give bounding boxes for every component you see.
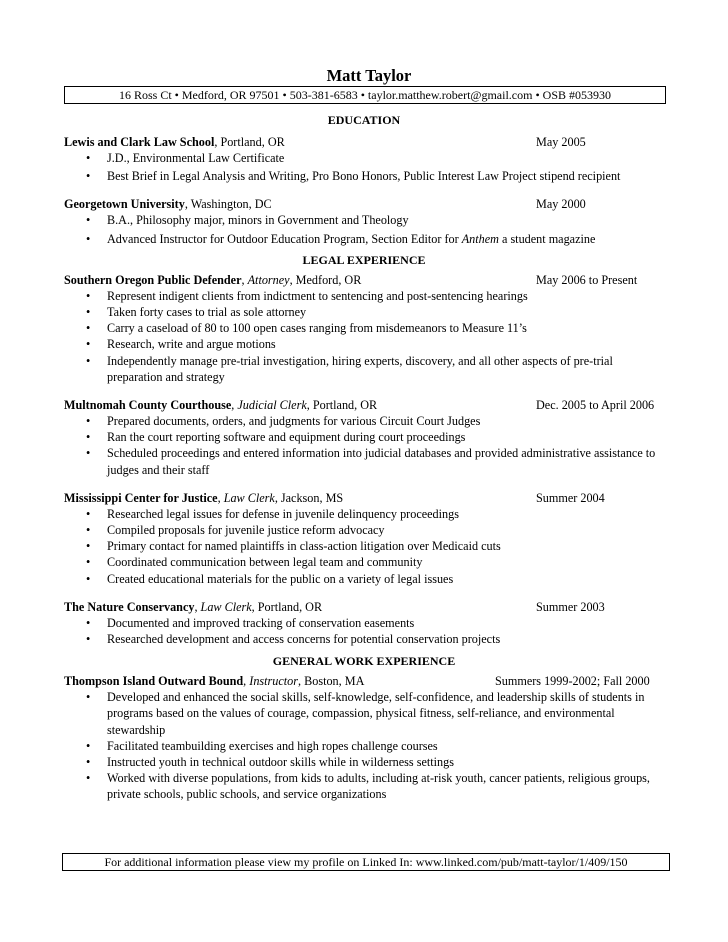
- job-role: Law Clerk: [200, 599, 252, 614]
- bullet-icon: •: [86, 213, 91, 228]
- job-role: Instructor: [249, 674, 299, 689]
- job-role: Law Clerk: [223, 490, 275, 505]
- bullet-list: [64, 689, 664, 802]
- bullet-icon: •: [86, 539, 91, 554]
- org-name: Southern Oregon Public Defender: [64, 272, 242, 287]
- entry-header: Thompson Island Outward Bound, Instructor, Boston, MA Summers 1999-2002; Fall 2000: [64, 674, 650, 689]
- list-item: • Taken forty cases to trial as sole attorney: [86, 305, 307, 320]
- list-item: • Research, write and argue motions: [86, 337, 276, 352]
- contact-box: 16 Ross Ct • Medford, OR 97501 • 503-381-6583 • taylor.matthew.robert@gmail.com • OSB #053930: [64, 86, 666, 104]
- list-item: • Researched legal issues for defense in juvenile delinquency proceedings: [86, 506, 459, 521]
- list-item: • Ran the court reporting software and equipment during court proceedings: [86, 430, 466, 445]
- org-location: , Boston, MA: [298, 674, 365, 689]
- job-role: Judicial Clerk: [237, 398, 307, 413]
- entry-header: Mississippi Center for Justice, Law Clerk, Jackson, MS Summer 2004: [64, 490, 605, 505]
- entry-header: The Nature Conservancy, Law Clerk, Portland, OR Summer 2003: [64, 599, 605, 614]
- section-title-general: GENERAL WORK EXPERIENCE: [272, 654, 456, 669]
- org-location: , Washington, DC: [184, 197, 272, 212]
- list-item: • Compiled proposals for juvenile justice reform advocacy: [86, 523, 385, 538]
- entry-header: Multnomah County Courthouse, Judicial Clerk, Portland, OR Dec. 2005 to April 2006: [64, 398, 655, 413]
- bullet-icon: •: [86, 632, 91, 647]
- bullet-icon: •: [86, 771, 91, 786]
- bullet-list: [64, 615, 664, 647]
- entry-header: [64, 196, 664, 212]
- org-name: Multnomah County Courthouse: [64, 398, 232, 413]
- entry-date: Summers 1999-2002; Fall 2000: [495, 674, 650, 689]
- bullet-icon: •: [86, 414, 91, 429]
- org-name: The Nature Conservancy: [64, 599, 195, 614]
- bullet-icon: •: [86, 430, 91, 445]
- bullet-icon: •: [86, 337, 91, 352]
- entry-date: Summer 2003: [536, 599, 605, 614]
- list-item: • Worked with diverse populations, from kids to adults, including at-risk youth, cancer patients, religious groups, private schools, public schools, and service organizations: [86, 771, 650, 802]
- entry-date: May 2000: [536, 197, 586, 212]
- bullet-icon: •: [86, 615, 91, 630]
- entry-date: Summer 2004: [536, 490, 605, 505]
- list-item: • Documented and improved tracking of conservation easements: [86, 615, 415, 630]
- list-item: • Represent indigent clients from indictment to sentencing and post-sentencing hearings: [86, 288, 528, 303]
- org-location: , Portland, OR: [251, 599, 323, 614]
- entry-header: [64, 134, 664, 150]
- org-location: , Portland, OR: [214, 135, 285, 149]
- list-item: • Researched development and access concerns for potential conservation projects: [86, 632, 501, 647]
- list-item: • Advanced Instructor for Outdoor Education Program, Section Editor for Anthem a student magazine: [86, 231, 596, 246]
- resume-page: [64, 66, 664, 803]
- bullet-icon: •: [86, 506, 91, 521]
- bullet-icon: •: [86, 321, 91, 336]
- entry-date: May 2005: [536, 135, 586, 149]
- section-title-legal: LEGAL EXPERIENCE: [302, 252, 426, 267]
- list-item: • Independently manage pre-trial investigation, hiring experts, discovery, and all other aspects of pre-trial preparation and strategy: [86, 353, 613, 384]
- list-item: • B.A., Philosophy major, minors in Government and Theology: [86, 213, 409, 228]
- org-name: Thompson Island Outward Bound: [64, 674, 244, 689]
- org-location: , Portland, OR: [306, 398, 378, 413]
- list-item: • Primary contact for named plaintiffs in class-action litigation over Medicaid cuts: [86, 539, 501, 554]
- org-name: Mississippi Center for Justice: [64, 490, 218, 505]
- list-item: • Coordinated communication between legal team and community: [86, 555, 423, 570]
- org-location: , Medford, OR: [289, 272, 362, 287]
- list-item: • J.D., Environmental Law Certificate: [86, 151, 285, 165]
- bullet-list: [64, 150, 664, 184]
- resume-name: Matt Taylor: [326, 66, 412, 85]
- list-item: • Developed and enhanced the social skills, self-knowledge, self-confidence, and leadership skills of students in programs based on the values of courage, compassion, physical fitness, self-reliance, and environmental stewardship: [86, 690, 645, 737]
- bullet-icon: •: [86, 690, 91, 705]
- bullet-icon: •: [86, 738, 91, 753]
- section-title-education: EDUCATION: [327, 113, 401, 127]
- list-item: • Prepared documents, orders, and judgments for various Circuit Court Judges: [86, 414, 481, 429]
- bullet-icon: •: [86, 555, 91, 570]
- bullet-list: [64, 506, 664, 587]
- job-role: Attorney: [247, 272, 290, 287]
- bullet-icon: •: [86, 231, 91, 246]
- bullet-icon: •: [86, 288, 91, 303]
- bullet-list: [64, 288, 664, 385]
- org-location: , Jackson, MS: [274, 490, 344, 505]
- magazine-title: Anthem: [461, 231, 499, 246]
- list-item: • Instructed youth in technical outdoor skills while in wilderness settings: [86, 755, 454, 770]
- bullet-icon: •: [86, 755, 91, 770]
- list-item: • Best Brief in Legal Analysis and Writing, Pro Bono Honors, Public Interest Law Project stipend recipient: [86, 169, 621, 184]
- list-item: • Created educational materials for the public on a variety of legal issues: [86, 571, 454, 586]
- bullet-list: [64, 413, 664, 478]
- bullet-list: [64, 212, 664, 246]
- list-item: • Facilitated teambuilding exercises and high ropes challenge courses: [86, 738, 438, 753]
- list-item: • Scheduled proceedings and entered information into judicial databases and provided administrative assistance to judges and their staff: [86, 446, 656, 477]
- entry-date: Dec. 2005 to April 2006: [536, 398, 655, 413]
- list-item: • Carry a caseload of 80 to 100 open cases ranging from misdemeanors to Measure 11’s: [86, 321, 527, 336]
- bullet-icon: •: [86, 305, 91, 320]
- bullet-icon: •: [86, 446, 91, 461]
- bullet-icon: •: [86, 523, 91, 538]
- footer-linkedin-box: For additional information please view my profile on Linked In: www.linked.com/pub/matt-taylor/1/409/150: [62, 853, 670, 871]
- bullet-icon: •: [86, 353, 91, 368]
- entry-date: May 2006 to Present: [536, 272, 638, 287]
- bullet-icon: •: [86, 151, 91, 165]
- org-name: Georgetown University: [64, 197, 185, 212]
- entry-header: Southern Oregon Public Defender, Attorney, Medford, OR May 2006 to Present: [64, 272, 638, 287]
- org-name: Lewis and Clark Law School: [64, 135, 215, 149]
- bullet-icon: •: [86, 571, 91, 586]
- bullet-icon: •: [86, 169, 91, 184]
